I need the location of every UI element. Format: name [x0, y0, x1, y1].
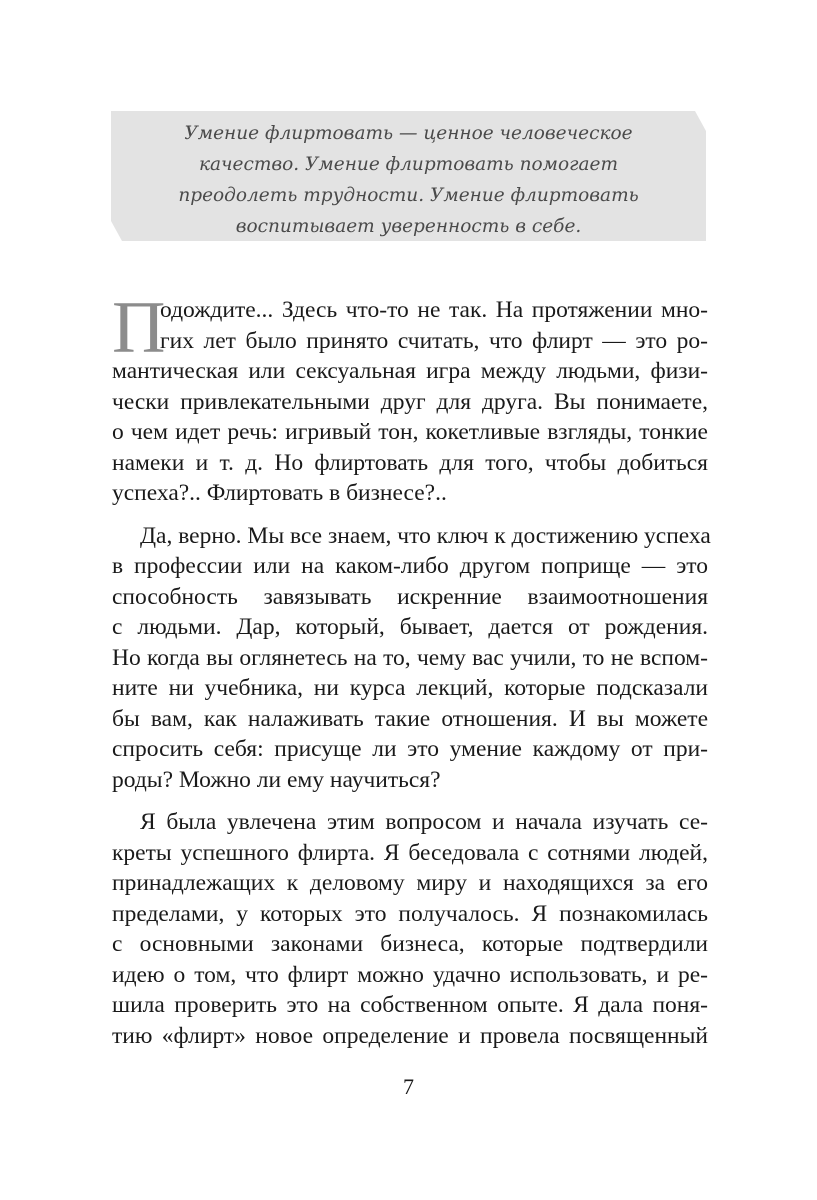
text-line: роды? Можно ли ему научиться? — [112, 766, 441, 793]
text-line: ните ни учебника, ни курса лекций, которые подсказали — [112, 675, 708, 701]
text-line: с людьми. Дар, который, бывает, дается от рождения. — [112, 614, 708, 640]
paragraph-1 — [112, 287, 708, 509]
text-line: тию «флирт» новое определение и провела посвященный — [112, 1022, 708, 1049]
text-line: шила проверить это на собственном опыте. Я дала поня- — [112, 992, 708, 1018]
callout-line: качество. Умение флиртовать помогает — [198, 154, 619, 175]
paragraph-2 — [112, 521, 711, 796]
text-line: способность завязывать искренние взаимоотношения — [112, 583, 708, 610]
text-line: о чем идет речь: игривый тон, кокетливые взгляды, тонкие — [112, 419, 708, 445]
text-line: пределами, у которых это получалось. Я познакомилась — [112, 900, 708, 927]
text-line: чески привлекательными друг для друга. Вы понимаете, — [112, 388, 708, 415]
callout-line: преодолеть трудности. Умение флиртовать — [178, 185, 639, 206]
drop-cap: П — [112, 287, 166, 369]
text-line: одождите... Здесь что-то не так. На протяжении мно- — [160, 297, 708, 323]
text-line: идею о том, что флирт можно удачно использовать, и ре- — [112, 961, 708, 988]
text-line: спросить себя: присуще ли это умение каждому от при- — [112, 736, 708, 762]
text-line: бы вам, как налаживать такие отношения. И вы можете — [112, 705, 708, 732]
text-line: принадлежащих к деловому миру и находящихся за его — [112, 870, 708, 896]
callout-line: воспитывает уверенность в себе. — [235, 216, 582, 237]
text-line: с основными законами бизнеса, которые подтвердили — [112, 931, 708, 957]
text-line: намеки и т. д. Но флиртовать для того, чтобы добиться — [112, 449, 708, 476]
text-line: Но когда вы оглянетесь на то, чему вас учили, то не вспом- — [112, 644, 708, 671]
text-line: в профессии или на каком-либо другом поприще — это — [112, 553, 708, 579]
paragraph-3 — [112, 807, 708, 1051]
page-number: 7 — [403, 1074, 414, 1099]
body-text — [112, 287, 711, 1063]
callout-line: Умение флиртовать — ценное человеческое — [184, 123, 633, 144]
text-line: креты успешного флирта. Я беседовала с сотнями людей, — [112, 839, 708, 866]
text-line: мантическая или сексуальная игра между людьми, физи- — [112, 358, 708, 384]
text-line: Да, верно. Мы все знаем, что ключ к достижению успеха — [140, 522, 711, 549]
text-line: гих лет было принято считать, что флирт — это ро- — [160, 327, 708, 354]
callout-quote — [111, 118, 706, 242]
text-line: Я была увлечена этим вопросом и начала изучать се- — [140, 809, 708, 835]
text-line: успеха?.. Флиртовать в бизнесе?.. — [112, 480, 447, 506]
